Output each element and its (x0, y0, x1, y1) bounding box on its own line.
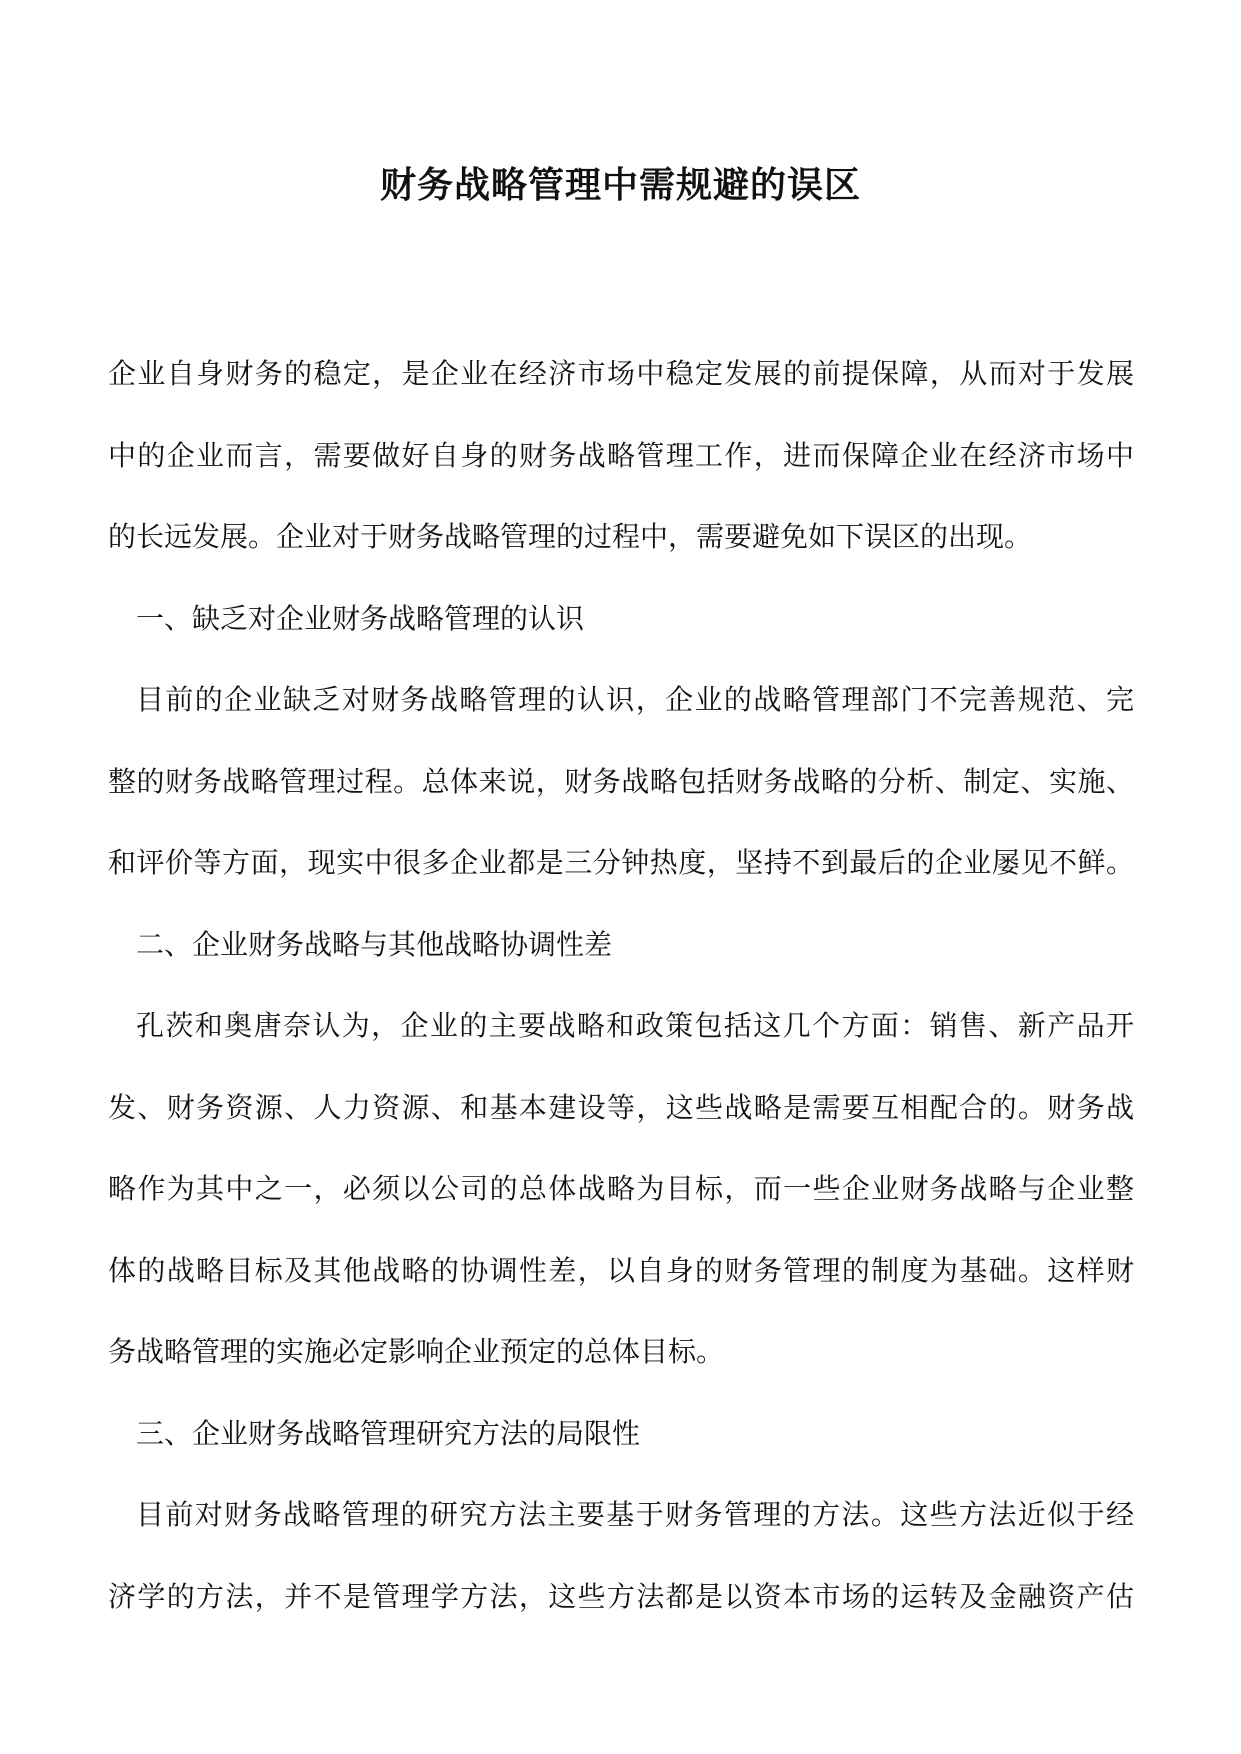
section-3-paragraph (108, 1474, 1134, 1637)
section-1-paragraph (108, 659, 1134, 904)
section-2-paragraph (108, 985, 1134, 1393)
section-3-line: 济学的方法，并不是管理学方法，这些方法都是以资本市场的运转及金融资产估 (108, 1579, 1134, 1613)
section-2-line: 体的战略目标及其他战略的协调性差，以自身的财务管理的制度为基础。这样财 (108, 1253, 1134, 1287)
section-1-heading-block (108, 578, 1134, 660)
intro-line: 企业自身财务的稳定，是企业在经济市场中稳定发展的前提保障，从而对于发展 (108, 357, 1134, 390)
section-2-line: 发、财务资源、人力资源、和基本建设等，这些战略是需要互相配合的。财务战 (108, 1090, 1134, 1124)
section-1-line: 整的财务战略管理过程。总体来说，财务战略包括财务战略的分析、制定、实施、 (108, 764, 1134, 798)
section-3-line: 目前对财务战略管理的研究方法主要基于财务管理的方法。这些方法近似于经 (136, 1498, 1134, 1531)
document-body (108, 333, 1134, 1637)
section-3-heading-block (108, 1393, 1134, 1475)
section-2-line: 略作为其中之一，必须以公司的总体战略为目标，而一些企业财务战略与企业整 (108, 1172, 1134, 1205)
section-2-line: 孔茨和奥唐奈认为，企业的主要战略和政策包括这几个方面：销售、新产品开 (136, 1009, 1134, 1042)
intro-paragraph (108, 333, 1134, 578)
section-1-line: 目前的企业缺乏对财务战略管理的认识，企业的战略管理部门不完善规范、完 (136, 683, 1134, 716)
document-title: 财务战略管理中需规避的误区 (379, 165, 861, 206)
intro-line: 中的企业而言，需要做好自身的财务战略管理工作，进而保障企业在经济市场中 (108, 438, 1134, 472)
section-1-line: 和评价等方面，现实中很多企业都是三分钟热度，坚持不到最后的企业屡见不鲜。 (108, 846, 1134, 879)
section-1-heading: 一、缺乏对企业财务战略管理的认识 (136, 601, 585, 635)
section-2-heading: 二、企业财务战略与其他战略协调性差 (136, 927, 613, 961)
intro-line: 的长远发展。企业对于财务战略管理的过程中，需要避免如下误区的出现。 (108, 520, 1033, 553)
section-2-line: 务战略管理的实施必定影响企业预定的总体目标。 (108, 1335, 725, 1368)
section-3-heading: 三、企业财务战略管理研究方法的局限性 (136, 1416, 641, 1450)
section-2-heading-block (108, 904, 1134, 986)
